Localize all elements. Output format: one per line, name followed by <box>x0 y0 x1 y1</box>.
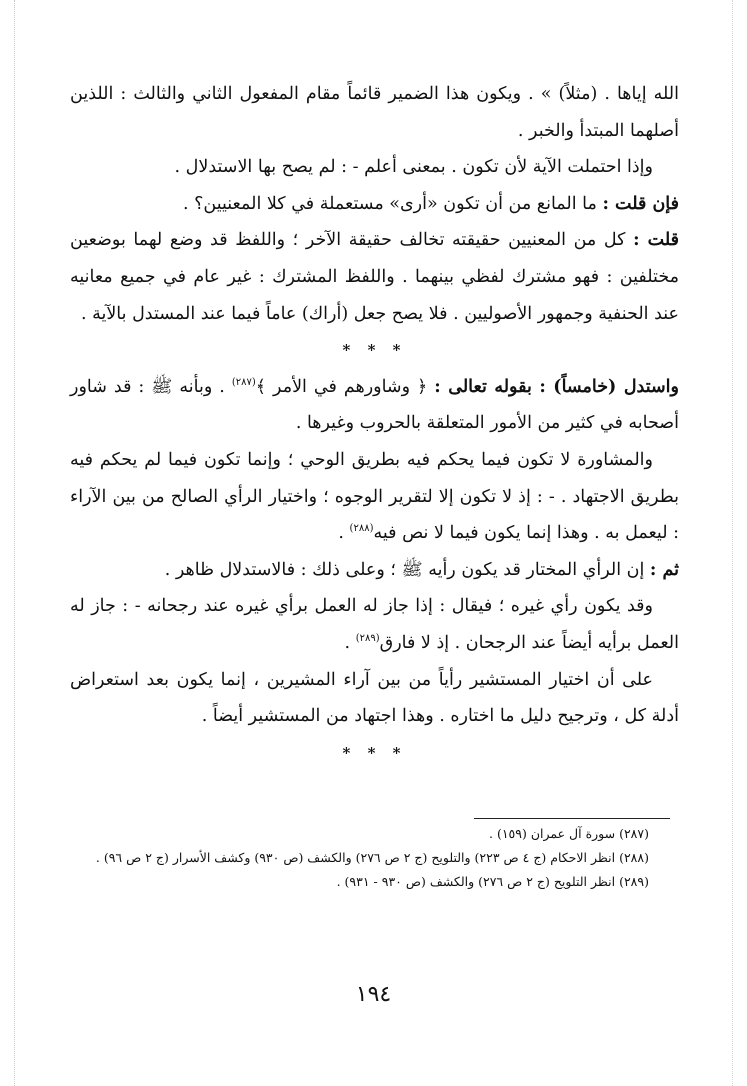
thumma-text: إن الرأي المختار قد يكون رأيه ﷺ ؛ وعلى ذلك : فالاستدلال ظاهر . <box>164 559 650 580</box>
question-label: فإن قلت : <box>602 193 679 214</box>
section-separator: * * * <box>342 743 407 762</box>
fifth-evidence-label: واستدل (خامساً) : بقوله تعالى : <box>434 376 679 397</box>
footnote-288: (٢٨٨) انظر الاحكام (ج ٤ ص ٢٢٣) والتلويح (ج ٢ ص ٢٧٦) والكشف (ص ٩٣٠) وكشف الأسرار (ج ٢ ص ٩٦) . <box>95 850 649 865</box>
footnote-divider <box>474 818 670 819</box>
paragraph-thumma <box>70 552 679 589</box>
main-text <box>70 76 679 771</box>
fifth-evidence-text: . وبأنه ﷺ : قد شاور أصحابه في كثير من الأمور المتعلقة بالحروب وغيرها . <box>70 376 679 434</box>
consultation-text: والمشاورة لا تكون فيما يحكم فيه بطريق الوحي ؛ وإنما تكون فيما لم يحكم فيه بطريق الاجتهاد . - : إذ لا تكون إلا لتقرير الوجوه ؛ واختيار الرأي الصالح من بين الآراء : ليعمل به . وهذا إنما يكون فيما لا نص فيه <box>70 449 679 544</box>
paragraph-ihtamalat: وإذا احتملت الآية لأن تكون . بمعنى أعلم - : لم يصح بها الاستدلال . <box>174 157 653 178</box>
paragraph-question <box>70 186 679 223</box>
other-opinion-end: . <box>344 632 356 653</box>
consultation-end: . <box>338 523 350 544</box>
scan-edge-right <box>732 0 733 1086</box>
footnote-ref-287: (٢٨٧) <box>231 376 256 388</box>
footnote-ref-288: (٢٨٨) <box>349 523 374 535</box>
thumma-label: ثم : <box>649 559 679 580</box>
quran-quote: ﴿ وشاورهم في الأمر ﴾ <box>255 376 435 397</box>
paragraph-answer <box>70 222 679 332</box>
footnote-287: (٢٨٧) سورة آل عمران (١٥٩) . <box>489 826 649 841</box>
footnote-ref-289: (٢٨٩) <box>355 633 380 645</box>
paragraph-consultant-choice: على أن اختيار المستشير رأياً من بين آراء المشيرين ، إنما يكون بعد استعراض أدلة كل ، وترجيح دليل ما اختاره . وهذا اجتهاد من المستشير أيضاً . <box>70 669 679 727</box>
answer-label: قلت : <box>633 230 679 251</box>
scan-edge-left <box>14 0 15 1086</box>
other-opinion-text: وقد يكون رأي غيره ؛ فيقال : إذا جاز له العمل برأي غيره عند رجحانه - : جاز له العمل برأيه أيضاً عند الرجحان . إذ لا فارق <box>70 596 679 653</box>
answer-text: كل من المعنيين حقيقته تخالف حقيقة الآخر ؛ واللفظ قد وضع لهما بوضعين مختلفين : فهو مشترك لفظي بينهما . واللفظ المشترك : غير عام في جميع معانيه عند الحنفية وجمهور الأصوليين . فلا يصح جعل (أراك) عاماً فيما عند المستدل بالآية . <box>70 230 679 324</box>
paragraph-fifth-evidence <box>70 369 679 442</box>
section-separator: * * * <box>342 341 407 360</box>
footnote-289: (٢٨٩) انظر التلويح (ج ٢ ص ٢٧٦) والكشف (ص ٩٣٠ - ٩٣١) . <box>336 874 649 889</box>
paragraph-continuation: الله إياها . (مثلاً) » . ويكون هذا الضمير قائماً مقام المفعول الثاني والثالث : اللذين أصلهما المبتدأ والخبر . <box>70 84 679 141</box>
paragraph-consultation <box>70 442 679 552</box>
question-text: ما المانع من أن تكون «أرى» مستعملة في كلا المعنيين؟ . <box>182 193 603 214</box>
footnotes <box>74 822 675 894</box>
page-number: ١٩٤ <box>355 982 392 1007</box>
paragraph-other-opinion <box>70 588 679 661</box>
